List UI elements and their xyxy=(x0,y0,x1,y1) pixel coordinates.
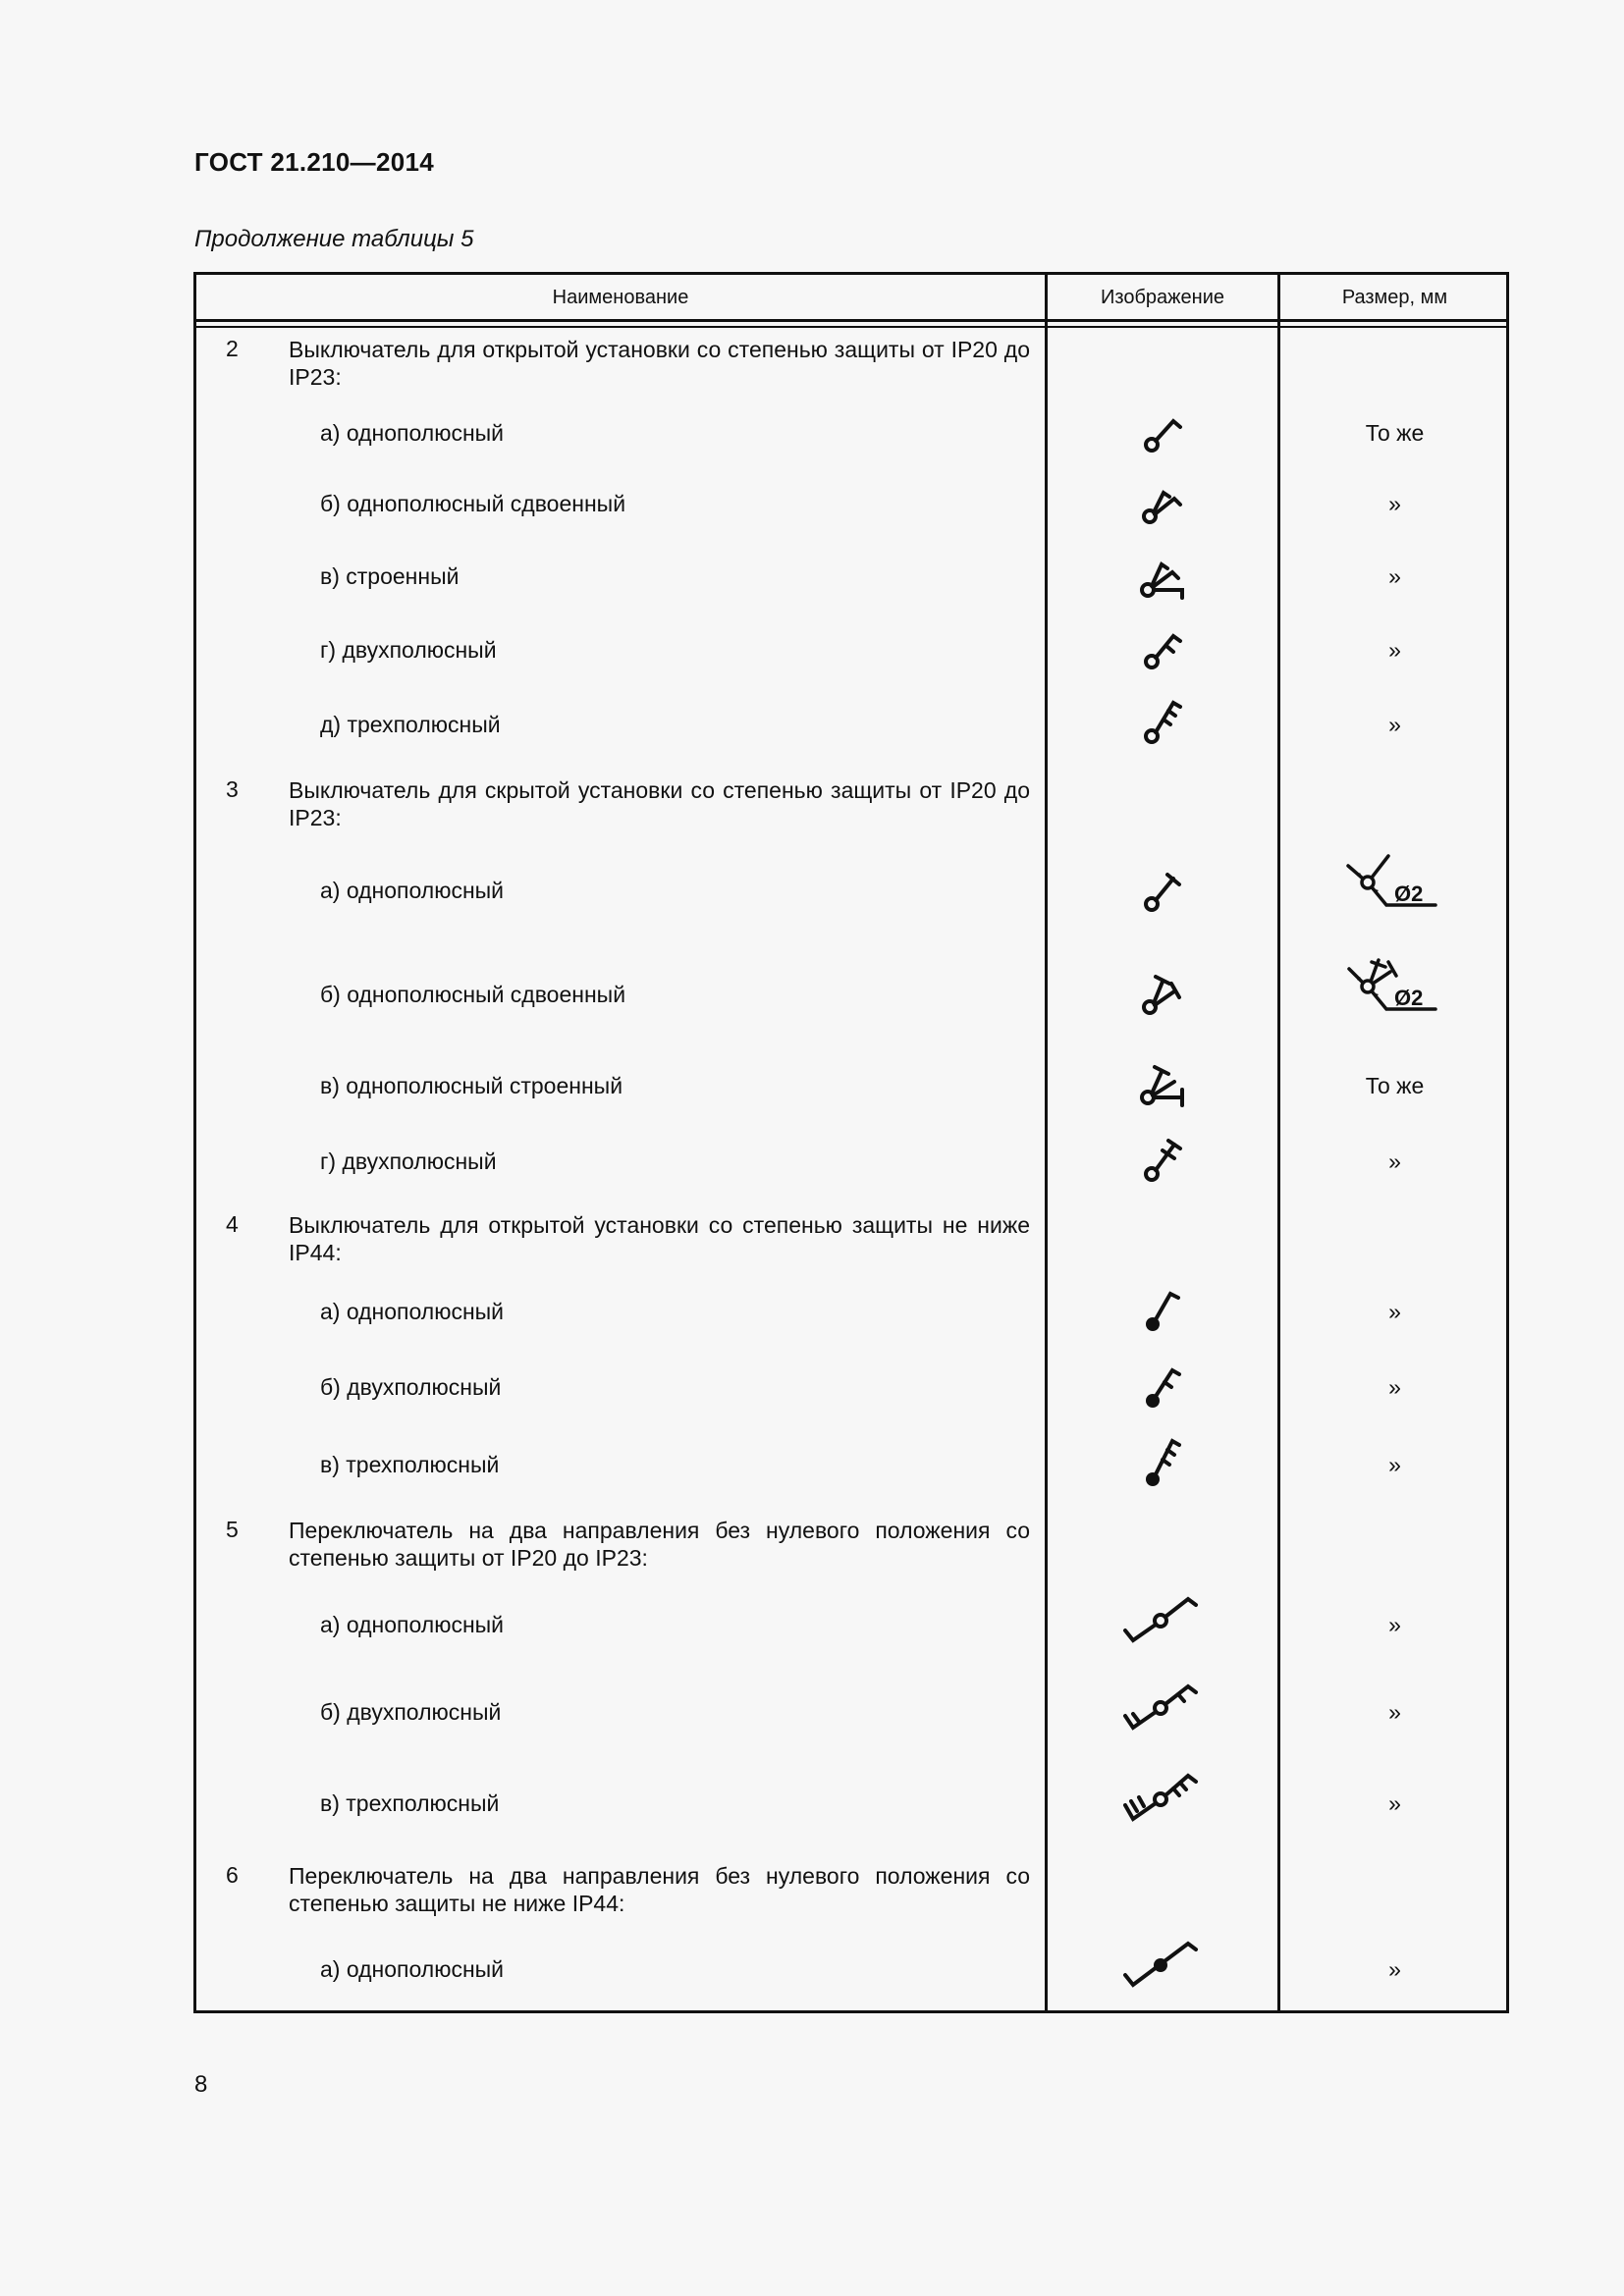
diameter-label: Ø2 xyxy=(1394,881,1424,906)
size-value: То же xyxy=(1365,420,1425,446)
document-header: ГОСТ 21.210—2014 xyxy=(194,147,435,177)
header-divider xyxy=(196,326,1506,328)
size-value: » xyxy=(1388,491,1401,516)
size-value: » xyxy=(1388,1374,1401,1400)
table-caption: Продолжение таблицы 5 xyxy=(194,226,474,252)
diameter-label: Ø2 xyxy=(1394,986,1424,1010)
column-header-name: Наименование xyxy=(552,287,689,308)
switch-concealed-two-pole-icon xyxy=(1141,1135,1188,1186)
switch-open-two-pole-icon xyxy=(1141,626,1188,673)
row-subitem: в) трехполюсный xyxy=(320,1452,500,1477)
size-value: » xyxy=(1388,1452,1401,1477)
row-number: 3 xyxy=(226,776,239,802)
column-divider xyxy=(1277,275,1280,2010)
switch-ip44-single-pole-icon xyxy=(1141,1286,1188,1335)
switch-concealed-single-pole-icon xyxy=(1141,868,1188,915)
switch-open-single-pole-icon xyxy=(1141,412,1188,455)
row-subitem: а) однополюсный xyxy=(320,1956,505,1982)
switch-ip44-three-pole-icon xyxy=(1141,1435,1188,1490)
row-description: Выключатель для открытой установки со степенью защиты не ниже IP44: xyxy=(289,1212,1030,1265)
row-subitem: б) однополюсный сдвоенный xyxy=(320,982,626,1007)
size-value: То же xyxy=(1365,1073,1425,1098)
size-value: » xyxy=(1388,1699,1401,1725)
row-subitem: б) однополюсный сдвоенный xyxy=(320,491,626,516)
symbols-table xyxy=(193,272,1509,2013)
row-subitem: а) однополюсный xyxy=(320,878,505,903)
row-subitem: в) трехполюсный xyxy=(320,1790,500,1816)
switch-ip44-two-pole-icon xyxy=(1141,1362,1188,1412)
row-subitem: а) однополюсный xyxy=(320,1299,505,1324)
dimension-diagram xyxy=(1345,952,1443,1021)
column-divider xyxy=(1045,275,1048,2010)
header-divider xyxy=(196,319,1506,322)
changeover-three-pole-icon xyxy=(1121,1770,1200,1827)
row-number: 5 xyxy=(226,1517,239,1542)
row-description: Выключатель для открытой установки со степенью защиты от IP20 до IP23: xyxy=(289,337,1030,390)
size-value: » xyxy=(1388,1790,1401,1816)
switch-open-triple-icon xyxy=(1137,553,1192,602)
switch-open-double-icon xyxy=(1139,481,1190,528)
size-value: » xyxy=(1388,1956,1401,1982)
size-value: » xyxy=(1388,1148,1401,1174)
row-subitem: а) однополюсный xyxy=(320,1612,505,1637)
row-subitem: г) двухполюсный xyxy=(320,637,497,663)
changeover-ip44-single-pole-icon xyxy=(1121,1938,1200,1993)
row-number: 4 xyxy=(226,1211,239,1237)
row-subitem: б) двухполюсный xyxy=(320,1699,502,1725)
column-header-size: Размер, мм xyxy=(1341,287,1448,308)
changeover-single-pole-icon xyxy=(1121,1593,1200,1648)
row-number: 6 xyxy=(226,1862,239,1888)
row-number: 2 xyxy=(226,336,239,361)
size-value: » xyxy=(1388,563,1401,589)
row-description: Переключатель на два направления без нулевого положения со степенью защиты не ниже IP44: xyxy=(289,1863,1030,1916)
size-value: » xyxy=(1388,712,1401,737)
row-subitem: г) двухполюсный xyxy=(320,1148,497,1174)
switch-concealed-triple-icon xyxy=(1137,1060,1192,1111)
switch-concealed-double-icon xyxy=(1139,968,1190,1019)
size-value: » xyxy=(1388,1299,1401,1324)
row-subitem: д) трехполюсный xyxy=(320,712,501,737)
row-subitem: а) однополюсный xyxy=(320,420,505,446)
switch-open-three-pole-icon xyxy=(1141,695,1188,748)
row-description: Выключатель для скрытой установки со степенью защиты от IP20 до IP23: xyxy=(289,777,1030,830)
changeover-two-pole-icon xyxy=(1121,1681,1200,1735)
size-value: » xyxy=(1388,1612,1401,1637)
dimension-diagram xyxy=(1345,854,1443,917)
column-header-image: Изображение xyxy=(1101,287,1224,308)
row-subitem: в) строенный xyxy=(320,563,460,589)
row-subitem: б) двухполюсный xyxy=(320,1374,502,1400)
size-value: » xyxy=(1388,637,1401,663)
page-number: 8 xyxy=(194,2071,208,2098)
row-description: Переключатель на два направления без нулевого положения со степенью защиты от IP20 до IP23: xyxy=(289,1518,1030,1571)
row-subitem: в) однополюсный строенный xyxy=(320,1073,623,1098)
